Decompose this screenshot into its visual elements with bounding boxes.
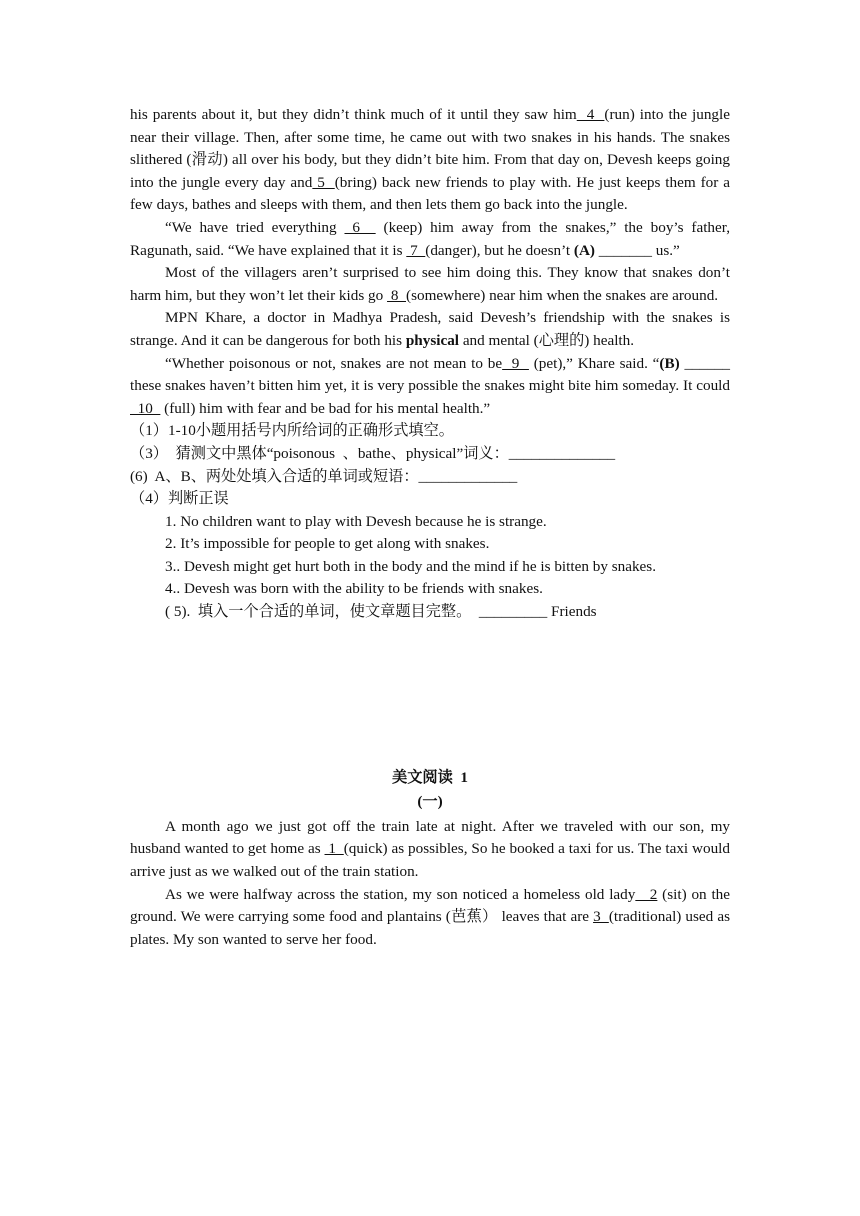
paragraph-4: MPN Khare, a doctor in Madhya Pradesh, said Devesh’s friendship with the snakes is strange. And it can be dangerous for both his physical and mental (心理的) health.	[130, 309, 730, 349]
blank-6: 6	[344, 218, 376, 236]
statement-1: 1. No children want to play with Devesh because he is strange.	[165, 512, 547, 530]
blank-9: 9	[502, 354, 529, 372]
statement-2: 2. It’s impossible for people to get along with snakes.	[165, 535, 490, 553]
blank-7: 7	[406, 241, 426, 259]
section-title: 美文阅读 1	[392, 768, 468, 786]
document-page	[130, 104, 730, 951]
blank-8: 8	[387, 286, 407, 304]
question-5: ( 5). 填入一个合适的单词，使文章题目完整。 _________ Friends	[165, 603, 597, 621]
question-6: (6) A、B、两处处填入合适的单词或短语：_____________	[130, 467, 518, 485]
paragraph-5: “Whether poisonous or not, snakes are not mean to be 9 (pet),” Khare said. “(B) ______ these snakes haven’t bitten him yet, it is very possible the snakes might bite him someday. It could 10 (full) him with fear and be bad for his mental health.”	[130, 354, 731, 417]
label-a: (A)	[573, 241, 595, 259]
question-3: （3） 猜测文中黑体“poisonous 、bathe、physical”词义：______________	[130, 444, 616, 462]
reading-paragraph-1: A month ago we just got off the train late at night. After we traveled with our son, my husband wanted to get home as 1 (quick) as possibles, So he booked a taxi for us. The taxi would arrive just as we walked out of the train station.	[130, 817, 730, 881]
statement-4: 4.. Devesh was born with the ability to be friends with snakes.	[165, 580, 543, 598]
paragraph-1: his parents about it, but they didn’t think much of it until they saw him 4 (run) into the jungle near their village. Then, after some time, he came out with two snakes in his hands. The snakes slithered (滑动) all over his body, but they didn’t bite him. From that day on, Devesh keeps going into the jungle every day and 5 (bring) back new friends to play with. He just keeps them for a few days, bathes and sleeps with them, and then lets them go back into the jungle.	[130, 106, 730, 214]
blank-r2: 2	[635, 885, 658, 903]
section-subtitle: (一)	[417, 793, 443, 811]
blank-r3: 3	[593, 908, 609, 926]
bold-word-physical: physical	[405, 331, 460, 349]
label-b: (B)	[659, 354, 680, 372]
reading-paragraph-2: As we were halfway across the station, my son noticed a homeless old lady 2 (sit) on the ground. We were carrying some food and plantains (芭蕉） leaves that are 3 (traditional) used as plates. My son wanted to serve her food.	[130, 885, 731, 948]
paragraph-2: “We have tried everything 6 (keep) him away from the snakes,” the boy’s father, Ragunath, said. “We have explained that it is 7 (danger), but he doesn’t (A) _______ us.”	[130, 218, 730, 259]
blank-10: 10	[130, 399, 161, 417]
statement-3: 3.. Devesh might get hurt both in the body and the mind if he is bitten by snakes.	[165, 557, 656, 575]
question-1: （1）1-10小题用括号内所给词的正确形式填空。	[130, 422, 454, 440]
question-4: （4）判断正误	[130, 490, 229, 508]
blank-5: 5	[312, 173, 335, 191]
paragraph-3: Most of the villagers aren’t surprised to see him doing this. They know that snakes don’t harm him, but they won’t let their kids go 8 (somewhere) near him when the snakes are around.	[130, 264, 730, 304]
blank-4: 4	[576, 106, 605, 123]
blank-r1: 1	[324, 840, 344, 858]
